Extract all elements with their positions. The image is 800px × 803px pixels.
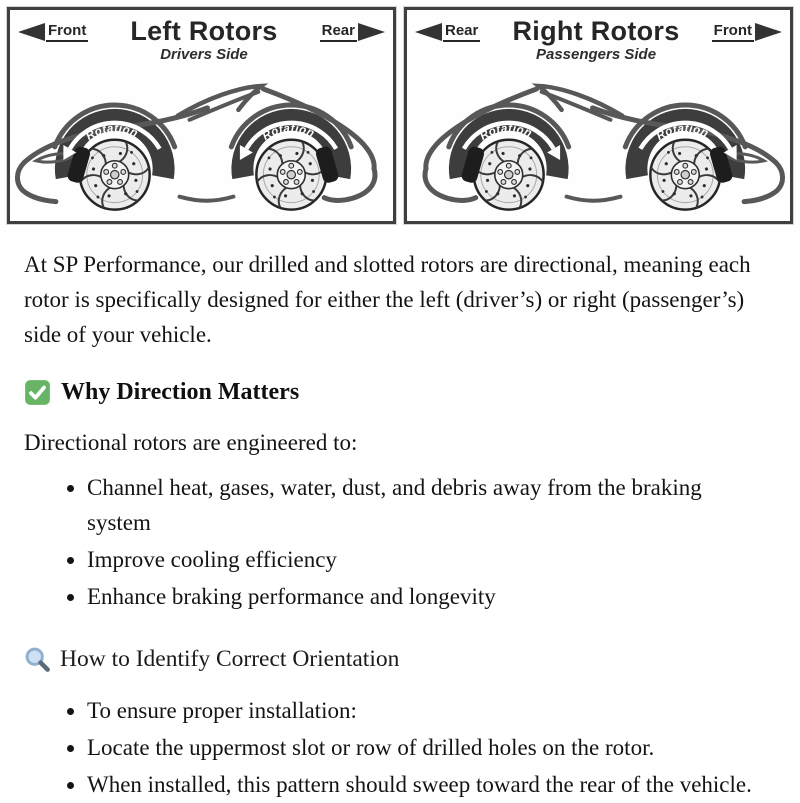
article-body [0,224,800,803]
rotor-direction-diagram [0,0,800,224]
heading-text: Why Direction Matters [61,379,300,406]
arrow-left-icon [415,23,442,41]
check-icon [24,379,51,406]
right-panel-header [407,10,790,63]
rotation-label: Rotation [478,123,534,144]
panel-titles [130,17,277,63]
direction-label-rear [415,23,480,42]
left-panel-header [10,10,393,63]
corner-label: Rear [443,23,480,42]
rotation-label: Rotation [84,123,140,144]
section-lead: Directional rotors are engineered to: [24,430,358,456]
corner-label: Front [712,23,754,42]
direction-label-rear [320,23,385,42]
corner-label: Rear [320,23,357,42]
direction-label-front [712,23,782,42]
panel-titles [512,17,679,63]
arrow-right-icon [755,23,782,41]
panel-subtitle: Drivers Side [160,46,248,64]
car-illustration-drivers-side [10,63,393,221]
panel-title: Left Rotors [130,16,278,46]
orientation-list [24,694,770,803]
intro-paragraph: At SP Performance, our drilled and slotted rotors are directional, meaning each rotor is specifically designed for either the left (driver’s) or right (passenger’s) side of your vehicle. [24,251,751,348]
list-item: • Locate the uppermost slot or row of drilled holes on the rotor. [87,731,770,766]
arrow-left-icon [18,23,45,41]
corner-label: Front [46,23,88,42]
list-item: • Improve cooling efficiency [87,543,770,578]
car-illustration-passengers-side [407,63,790,221]
list-item: • When installed, this pattern should sweep toward the rear of the vehicle. [87,768,770,803]
list-item: • To ensure proper installation: [87,694,770,729]
list-item: • Channel heat, gases, water, dust, and debris away from the braking system [87,471,770,541]
right-rotors-panel [404,7,793,224]
benefits-list [24,471,770,615]
left-rotors-panel [7,7,396,224]
magnifier-icon [24,646,51,673]
arrow-right-icon [358,23,385,41]
list-item: • Enhance braking performance and longevity [87,580,770,615]
panel-title: Right Rotors [512,16,680,46]
panel-subtitle: Passengers Side [535,46,657,64]
direction-label-front [18,23,88,42]
rotation-label: Rotation [260,123,317,144]
heading-text: How to Identify Correct Orientation [60,646,400,673]
rotation-label: Rotation [654,123,711,144]
section-heading-identify-orientation [24,646,770,673]
section-heading-why-direction-matters [24,379,770,406]
